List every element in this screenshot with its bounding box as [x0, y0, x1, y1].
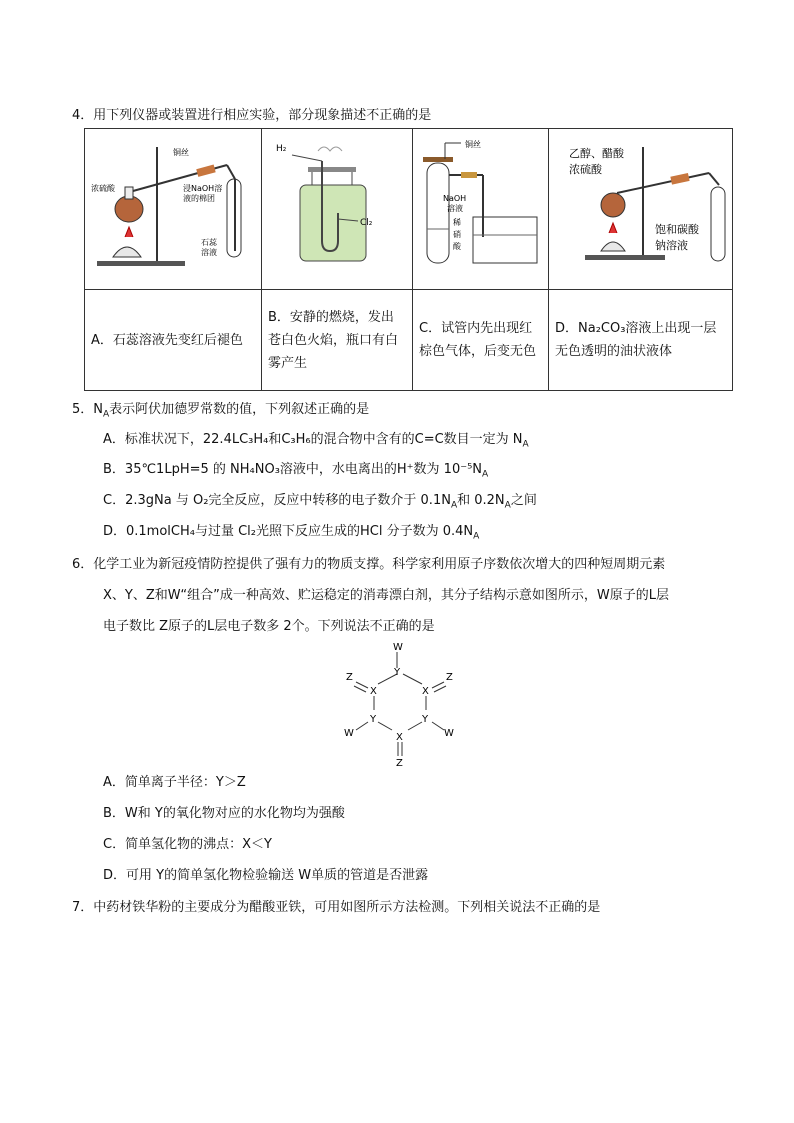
q5-option-b: B．35℃1LpH=5 的 NH₄NO₃溶液中，水电离出的H⁺数为 $10^{-5}N_A$	[103, 462, 489, 480]
apparatus-b	[262, 129, 413, 290]
q4-stem: 4．用下列仪器或装置进行相应实验，部分现象描述不正确的是	[72, 108, 432, 123]
atom-w-top: W	[393, 642, 403, 653]
label-c-copper: 铜丝	[465, 140, 481, 149]
q6-option-b: B．W和 Y的氧化物对应的水化物均为强酸	[103, 806, 345, 821]
label-a-litmus: 石蕊	[201, 238, 217, 247]
q5-option-d: D．0.1molCH₄与过量 Cl₂光照下反应生成的HCl 分子数为 $0.4N_A$	[103, 524, 480, 542]
atom-z-left: Z	[346, 672, 353, 683]
label-c-nitric: 硝	[453, 230, 461, 239]
label-c-naoh: NaOH	[443, 194, 467, 203]
label-d-carbonate: 饱和碳酸	[655, 223, 699, 236]
atom-w-left: W	[344, 728, 354, 739]
label-a-naoh: 浸NaOH溶	[183, 184, 223, 193]
label-d-solution: 钠溶液	[655, 239, 688, 252]
q5-option-c: C．2.3gNa 与 O₂完全反应，反应中转移的电子数介于 $0.1N_A$和 $0.2N_A$之间	[103, 493, 537, 511]
apparatus-a-figure	[85, 129, 261, 285]
label-a-cotton: 液的棉团	[183, 194, 215, 203]
q6-option-d: D．可用 Y的简单氢化物检验输送 W单质的管道是否泄露	[103, 868, 429, 883]
q6-stem-line1: 6．化学工业为新冠疫情防控提供了强有力的物质支撑。科学家利用原子序数依次增大的四种短周期元素	[72, 557, 666, 572]
experiment-table	[84, 128, 733, 391]
apparatus-c-figure	[413, 129, 548, 285]
atom-x-left: X	[370, 686, 377, 697]
apparatus-b-figure	[262, 129, 412, 285]
label-c-solution: 溶液	[447, 204, 463, 213]
label-a-solution: 溶液	[201, 248, 217, 257]
label-a-acid: 浓硫酸	[91, 184, 115, 193]
molecule-structure	[330, 638, 470, 768]
q6-option-c: C．简单氢化物的沸点：X＜Y	[103, 837, 272, 852]
label-b-cl2: Cl₂	[360, 218, 373, 228]
label-c-acid: 酸	[453, 242, 461, 251]
apparatus-d	[549, 129, 733, 290]
atom-y-right: Y	[422, 714, 429, 725]
label-d-reagents: 乙醇、醋酸	[569, 147, 624, 160]
q5-option-a: A．标准状况下，22.4LC₃H₄和C₃H₆的混合物中含有的C=C数目一定为 $N_A$	[103, 432, 529, 450]
q7-stem: 7．中药材铁华粉的主要成分为醋酸亚铁，可用如图所示方法检测。下列相关说法不正确的是	[72, 900, 601, 915]
q6-stem-line2: X、Y、Z和W“组合”成一种高效、贮运稳定的消毒漂白剂，其分子结构示意如图所示，W原子的L层	[103, 588, 669, 603]
option-c: C．试管内先出现红棕色气体，后变无色	[413, 290, 549, 391]
option-d: D．Na₂CO₃溶液上出现一层无色透明的油状液体	[549, 290, 733, 391]
q5-stem: 5．$N_A$表示阿伏加德罗常数的值，下列叙述正确的是	[72, 402, 370, 420]
label-c-dilute: 稀	[453, 218, 461, 227]
option-b: B．安静的燃烧，发出苍白色火焰，瓶口有白雾产生	[262, 290, 413, 391]
atom-w-right: W	[444, 728, 454, 739]
apparatus-a	[85, 129, 262, 290]
apparatus-c	[413, 129, 549, 290]
option-a: A．石蕊溶液先变红后褪色	[85, 290, 262, 391]
apparatus-d-figure	[549, 129, 732, 285]
q6-stem-line3: 电子数比 Z原子的L层电子数多 2个。下列说法不正确的是	[103, 619, 435, 634]
q6-option-a: A．简单离子半径：Y＞Z	[103, 775, 246, 790]
label-b-h2: H₂	[276, 144, 287, 154]
atom-y-top: Y	[394, 667, 401, 678]
label-a-copper: 铜丝	[173, 148, 189, 157]
atom-z-right: Z	[446, 672, 453, 683]
atom-y-left: Y	[370, 714, 377, 725]
atom-z-bottom: Z	[396, 758, 403, 768]
atom-x-right: X	[422, 686, 429, 697]
label-d-acid: 浓硫酸	[569, 163, 602, 176]
atom-x-bottom: X	[396, 732, 403, 743]
